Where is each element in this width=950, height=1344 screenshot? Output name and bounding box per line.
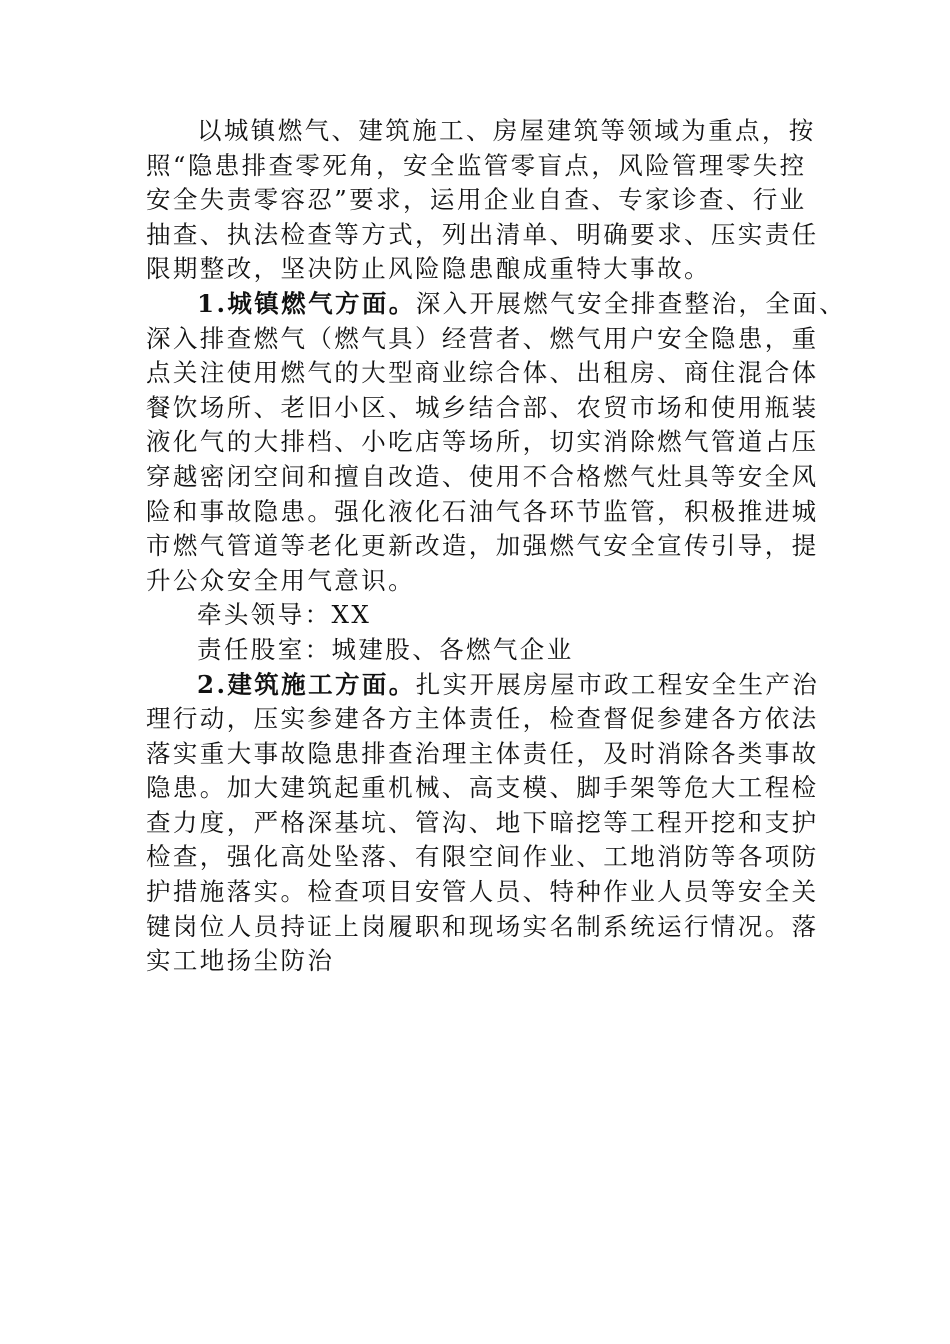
section2-first-line xyxy=(146,668,846,703)
section2-line: 落实重大事故隐患排查治理主体责任，及时消除各类事故 xyxy=(146,738,819,768)
section1-line: 餐饮场所、老旧小区、城乡结合部、农贸市场和使用瓶装 xyxy=(146,392,819,422)
intro-line: 抽查、执法检查等方式，列出清单、明确要求、压实责任 xyxy=(146,219,819,249)
section1-line: 液化气的大排档、小吃店等场所，切实消除燃气管道占压 xyxy=(146,427,819,457)
section2-heading: 2.建筑施工方面。 xyxy=(197,669,416,699)
section1-line: 穿越密闭空间和擅自改造、使用不合格燃气灶具等安全风 xyxy=(146,461,819,491)
section2-line: 检查，强化高处坠落、有限空间作业、工地消防等各项防 xyxy=(146,842,819,872)
section2-line: 隐患。加大建筑起重机械、高支模、脚手架等危大工程检 xyxy=(146,773,819,803)
section1-first-line xyxy=(146,287,846,322)
document-body xyxy=(146,114,846,979)
intro-line: 照“隐患排查零死角，安全监管零盲点，风险管理零失控 xyxy=(146,150,807,180)
section2-line: 键岗位人员持证上岗履职和现场实名制系统运行情况。落 xyxy=(146,911,819,941)
section1-line: 险和事故隐患。强化液化石油气各环节监管，积极推进城 xyxy=(146,496,819,526)
intro-line: 安全失责零容忍”要求，运用企业自查、专家诊查、行业 xyxy=(146,185,807,215)
section1-department: 责任股室：城建股、各燃气企业 xyxy=(197,634,574,664)
section1-first-line-text: 深入开展燃气安全排查整治，全面、 xyxy=(415,288,847,318)
section2-line: 理行动，压实参建各方主体责任，检查督促参建各方依法 xyxy=(146,704,819,734)
section1-line: 升公众安全用气意识。 xyxy=(146,565,415,595)
intro-line: 限期整改，坚决防止风险隐患酿成重特大事故。 xyxy=(146,254,711,284)
section1-leader: 牵头领导：XX xyxy=(197,600,372,630)
section1-line: 点关注使用燃气的大型商业综合体、出租房、商住混合体 xyxy=(146,358,819,388)
section2-line: 护措施落实。检查项目安管人员、特种作业人员等安全关 xyxy=(146,877,819,907)
section2-line: 实工地扬尘防治 xyxy=(146,946,335,976)
section1-line: 市燃气管道等老化更新改造，加强燃气安全宣传引导，提 xyxy=(146,531,819,561)
section2-line: 查力度，严格深基坑、管沟、地下暗挖等工程开挖和支护 xyxy=(146,807,819,837)
section1-line: 深入排查燃气（燃气具）经营者、燃气用户安全隐患，重 xyxy=(146,323,819,353)
section1-heading: 1.城镇燃气方面。 xyxy=(197,288,416,318)
intro-line: 以城镇燃气、建筑施工、房屋建筑等领域为重点，按 xyxy=(197,116,816,145)
section2-first-line-text: 扎实开展房屋市政工程安全生产治 xyxy=(415,669,820,699)
